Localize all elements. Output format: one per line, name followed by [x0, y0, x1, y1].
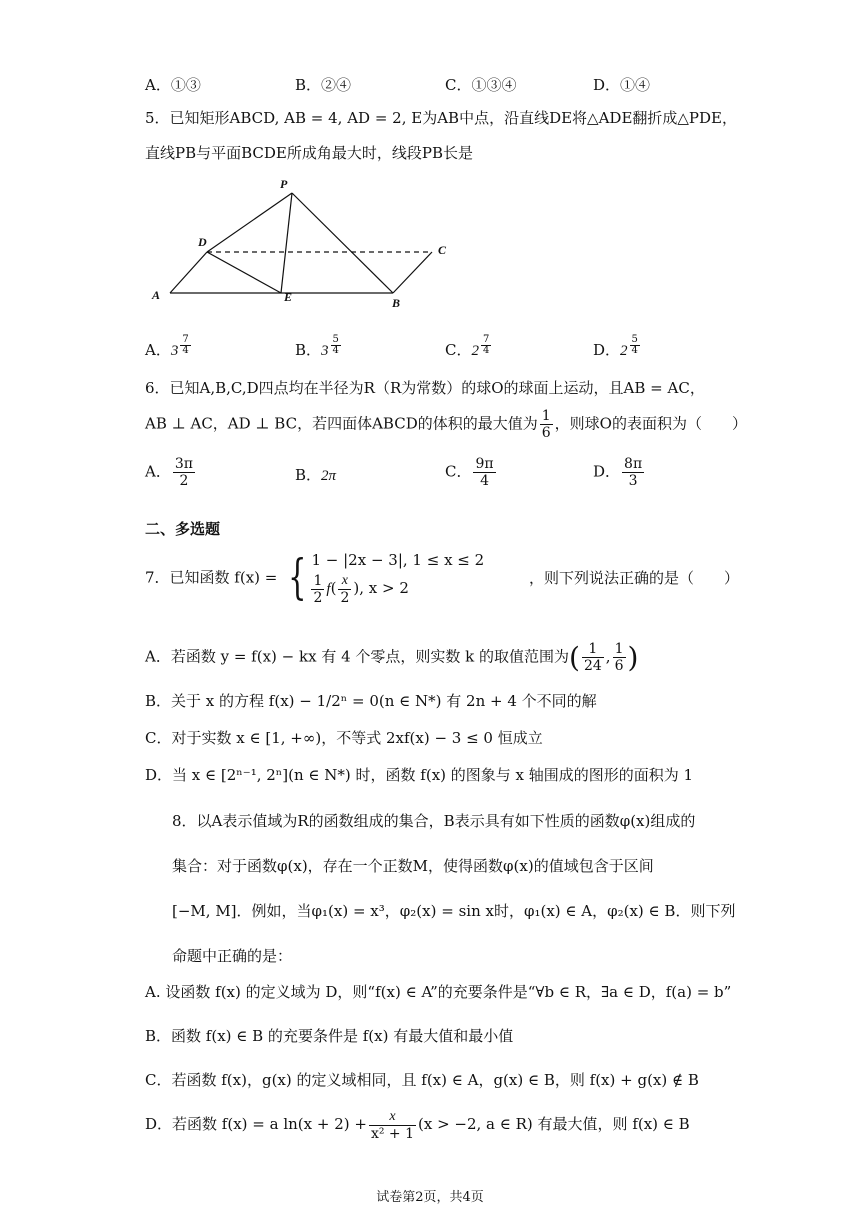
q4-option-d: D．①④ [593, 76, 651, 94]
q8-option-c: C．若函数 f(x)，g(x) 的定义域相同，且 f(x) ∈ A，g(x) ∈ B，则 f(x) + g(x) ∉ B [145, 1071, 699, 1089]
q8-text-line3: [−M, M]．例如，当φ₁(x) = x³，φ₂(x) = sin x时，φ₁(x) ∈ A，φ₂(x) ∈ B．则下列 [172, 902, 736, 920]
q7-option-c: C．对于实数 x ∈ [1, +∞)，不等式 2xf(x) − 3 ≤ 0 恒成立 [145, 729, 543, 747]
page-footer: 试卷第2页，共4页 [376, 1190, 484, 1205]
q5-option-d: D．2 $\frac{5}{4}$ [593, 334, 638, 359]
q6-option-a: A． $\frac{3\pi}{2}$ [145, 456, 193, 489]
q5-option-a: A．3 $\frac{7}{4}$ [145, 334, 189, 359]
label-b: B [392, 296, 401, 310]
q5-text-line2: 直线PB与平面BCDE所成角最大时，线段PB长是 [145, 144, 473, 162]
label-d: D [198, 235, 207, 249]
q5-option-c: C．2 $\frac{7}{4}$ [445, 334, 490, 359]
section-heading: 二、多选题 [145, 520, 221, 538]
q8-option-a: A. 设函数 f(x) 的定义域为 D，则“f(x) ∈ A”的充要条件是“∀b ∈ R，∃a ∈ D，f(a) = b” [145, 983, 732, 1001]
edge-pe [281, 193, 292, 293]
q6-text-line1: 6．已知A,B,C,D四点均在半径为R（R为常数）的球O的球面上运动，且AB = AC， [145, 379, 705, 397]
q5-option-b: B．3 $\frac{5}{4}$ [295, 334, 339, 359]
label-a: A [152, 288, 161, 302]
edge-bc [393, 252, 432, 293]
q7-option-b: B．关于 x 的方程 f(x) − 1/2ⁿ = 0(n ∈ N*) 有 2n + 4 个不同的解 [145, 692, 597, 710]
label-e: E [284, 290, 293, 304]
edge-pb [292, 193, 393, 293]
edge-da [170, 252, 207, 293]
q6-option-d: D． $\frac{8\pi}{3}$ [593, 456, 643, 489]
label-p: P [280, 177, 288, 191]
q7-option-d: D．当 x ∈ [2ⁿ⁻¹, 2ⁿ](n ∈ N*) 时，函数 f(x) 的图象与 x 轴围成的图形的面积为 1 [145, 766, 694, 784]
q5-text-line1: 5．已知矩形ABCD, AB = 4, AD = 2, E为AB中点，沿直线DE将△ADE翻折成△PDE， [145, 109, 737, 127]
q6-text-line2: AB ⊥ AC，AD ⊥ BC，若四面体ABCD的体积的最大值为 $\frac{1}{6}$ ，则球O的表面积为（ ） [145, 408, 747, 441]
q7-function-def: 7．已知函数 f(x) = { 1 − |2x − 3|, 1 ≤ x ≤ 2 $\frac{1}{2}$ f( $\frac{x}{2}$ ), x > 2 ，则下列说法正确的是（ ） [145, 549, 739, 606]
edge-de [207, 252, 281, 293]
q8-option-d: D．若函数 f(x) = a ln(x + 2) + $\frac{x}{\text{x² + 1}}$ (x > −2, a ∈ R) 有最大值，则 f(x) ∈ B [145, 1109, 690, 1142]
q6-option-b: B．2π [295, 466, 337, 484]
q4-option-a: A．①③ [145, 76, 201, 94]
q8-text-line2: 集合：对于函数φ(x)，存在一个正数M，使得函数φ(x)的值域包含于区间 [172, 857, 654, 875]
edge-dp [207, 193, 292, 252]
q7-option-a: A．若函数 y = f(x) − kx 有 4 个零点，则实数 k 的取值范围为( $\frac{1}{24}$ , $\frac{1}{6}$ ) [145, 641, 639, 674]
q6-option-c: C． $\frac{9\pi}{4}$ [445, 456, 494, 489]
q8-text-line1: 8．以A表示值域为R的函数组成的集合，B表示具有如下性质的函数φ(x)组成的 [172, 812, 696, 830]
q4-option-b: B．②④ [295, 76, 352, 94]
q4-option-c: C．①③④ [445, 76, 517, 94]
q8-option-b: B．函数 f(x) ∈ B 的充要条件是 f(x) 有最大值和最小值 [145, 1027, 514, 1045]
q8-text-line4: 命题中正确的是： [172, 947, 293, 965]
q5-figure [140, 175, 460, 315]
label-c: C [438, 243, 447, 257]
